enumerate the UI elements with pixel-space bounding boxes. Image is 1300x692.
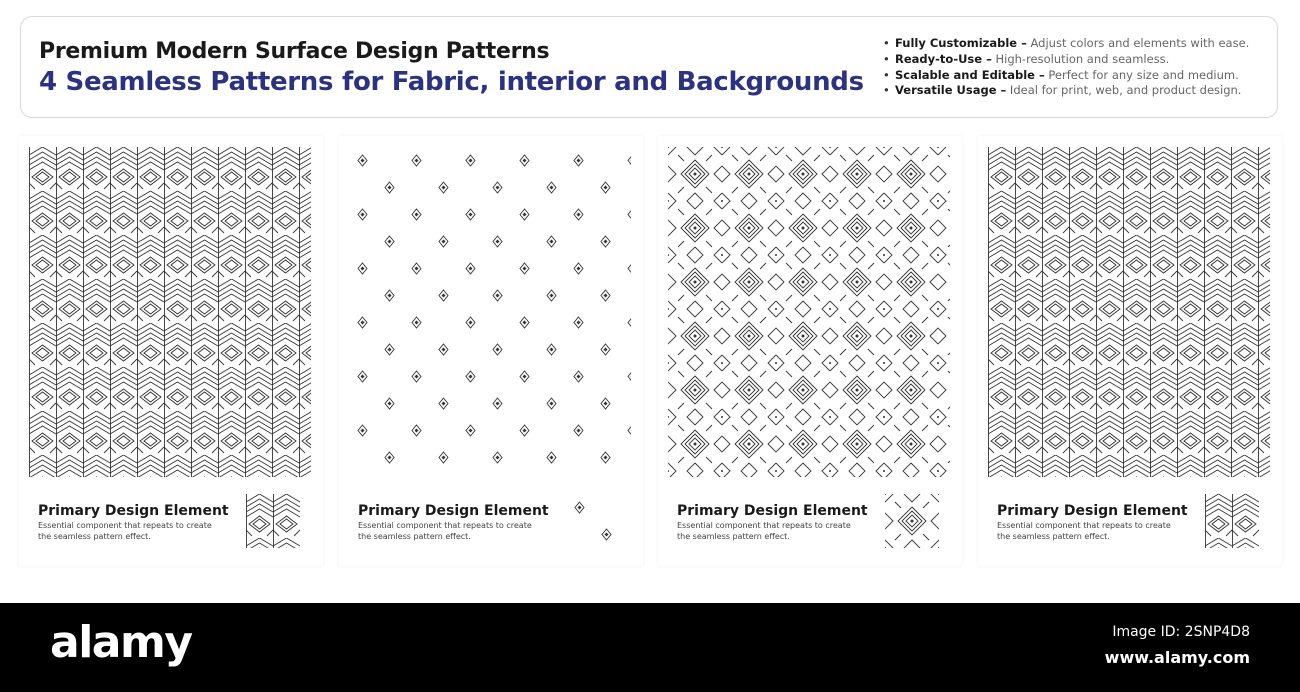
pattern-card xyxy=(339,136,643,566)
alamy-logo: alamy xyxy=(50,617,192,668)
image-id-label: Image ID: 2SNP4D8 xyxy=(1112,624,1250,640)
page-title: Premium Modern Surface Design Patterns xyxy=(39,39,550,64)
card-title: Primary Design Element xyxy=(358,503,549,519)
card-description: Essential component that repeats to create the seamless pattern effect. xyxy=(358,521,532,541)
feature-text: Adjust colors and elements with ease. xyxy=(1030,36,1250,50)
feature-item xyxy=(883,83,1249,99)
card-description: Essential component that repeats to create the seamless pattern effect. xyxy=(997,521,1171,541)
pattern-card xyxy=(19,136,323,566)
card-title: Primary Design Element xyxy=(997,503,1188,519)
header-panel xyxy=(20,16,1278,118)
feature-text: Perfect for any size and medium. xyxy=(1048,67,1239,82)
pattern-swatch xyxy=(885,494,939,548)
feature-item xyxy=(883,68,1249,84)
pattern-preview-small-diamonds xyxy=(349,147,631,477)
card-description: Essential component that repeats to create the seamless pattern effect. xyxy=(38,521,212,541)
feature-item xyxy=(883,36,1249,52)
pattern-card xyxy=(978,136,1282,566)
feature-heading: Scalable and Editable – xyxy=(895,67,1045,82)
pattern-swatch xyxy=(246,494,300,548)
feature-heading: Fully Customizable – xyxy=(895,36,1027,50)
feature-text: High-resolution and seamless. xyxy=(995,51,1170,66)
card-title: Primary Design Element xyxy=(677,503,868,519)
pattern-preview-nested-diamonds xyxy=(668,147,950,477)
page-subtitle: 4 Seamless Patterns for Fabric, interior and Backgrounds xyxy=(39,67,864,97)
pattern-card xyxy=(658,136,962,566)
footer-bar xyxy=(0,603,1300,692)
feature-heading: Ready-to-Use – xyxy=(895,51,992,66)
feature-text: Ideal for print, web, and product design. xyxy=(1009,83,1242,98)
feature-item xyxy=(883,52,1249,68)
pattern-swatch xyxy=(1205,494,1259,548)
pattern-preview-chevron xyxy=(29,147,311,477)
pattern-swatch xyxy=(566,494,620,548)
feature-heading: Versatile Usage – xyxy=(895,83,1007,98)
footer-url-link[interactable]: www.alamy.com xyxy=(1104,648,1250,667)
feature-list xyxy=(883,36,1249,99)
pattern-preview-chevron xyxy=(988,147,1270,477)
card-title: Primary Design Element xyxy=(38,503,229,519)
card-description: Essential component that repeats to create the seamless pattern effect. xyxy=(677,521,851,541)
